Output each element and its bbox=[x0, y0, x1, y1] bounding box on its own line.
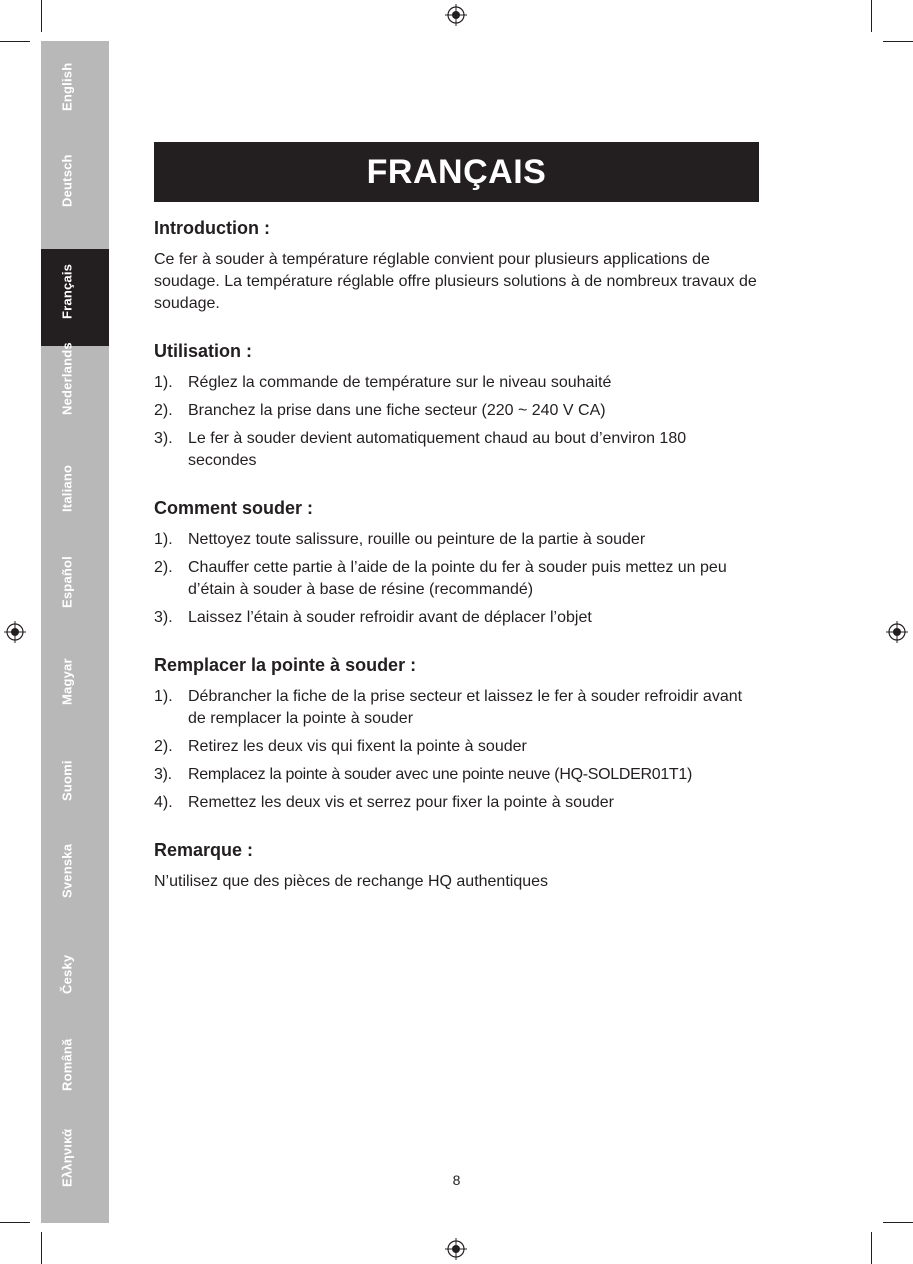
list-item bbox=[154, 607, 764, 629]
section-heading: Remarque : bbox=[154, 840, 254, 860]
lang-tab-francais[interactable] bbox=[41, 249, 109, 346]
section-heading: Remplacer la pointe à souder : bbox=[154, 655, 417, 675]
lang-tab-label: English bbox=[59, 62, 75, 111]
lang-tab-label: Español bbox=[59, 556, 75, 608]
lang-tab-label: Italiano bbox=[59, 464, 75, 512]
section-remark bbox=[154, 840, 764, 893]
list-item bbox=[154, 529, 764, 551]
step-number: 1). bbox=[154, 374, 173, 391]
page-number: 8 bbox=[452, 1172, 461, 1188]
lang-tab-nederlands[interactable] bbox=[41, 342, 109, 443]
section-heading: Utilisation : bbox=[154, 341, 252, 361]
step-number: 3). bbox=[154, 609, 173, 626]
section-how-to-solder bbox=[154, 498, 764, 629]
step-text: Retirez les deux vis qui fixent la pointe à souder bbox=[188, 738, 527, 755]
step-text: Branchez la prise dans une fiche secteur (220 ~ 240 V CA) bbox=[188, 402, 606, 419]
lang-tab-magyar[interactable] bbox=[41, 635, 109, 732]
lang-tab-label: Suomi bbox=[59, 760, 75, 801]
list-item bbox=[154, 557, 764, 601]
step-text: Laissez l’étain à souder refroidir avant de déplacer l’objet bbox=[188, 609, 592, 626]
page-title-bar bbox=[154, 142, 759, 202]
step-list bbox=[154, 686, 764, 814]
step-list bbox=[154, 529, 764, 629]
step-number: 2). bbox=[154, 402, 173, 419]
page-title: FRANÇAIS bbox=[366, 153, 547, 191]
step-number: 3). bbox=[154, 430, 173, 447]
crop-mark bbox=[41, 1232, 42, 1264]
lang-tab-english[interactable] bbox=[41, 41, 109, 138]
step-number: 2). bbox=[154, 738, 173, 755]
lang-tab-suomi[interactable] bbox=[41, 732, 109, 829]
step-number: 1). bbox=[154, 688, 173, 705]
step-text: Réglez la commande de température sur le niveau souhaité bbox=[188, 374, 612, 391]
lang-tab-label: Deutsch bbox=[59, 154, 75, 207]
crop-mark bbox=[0, 1222, 30, 1223]
lang-tab-italiano[interactable] bbox=[41, 442, 109, 539]
step-number: 1). bbox=[154, 531, 173, 548]
step-text: Remettez les deux vis et serrez pour fixer la pointe à souder bbox=[188, 794, 614, 811]
crop-mark bbox=[871, 1232, 872, 1264]
section-usage bbox=[154, 341, 764, 472]
list-item bbox=[154, 792, 764, 814]
lang-tab-label: Magyar bbox=[59, 657, 75, 705]
step-number: 3). bbox=[154, 766, 172, 783]
section-heading: Introduction : bbox=[154, 218, 270, 238]
step-text: Nettoyez toute salissure, rouille ou peinture de la partie à souder bbox=[188, 531, 646, 548]
step-text: Le fer à souder devient automatiquement chaud au bout d’environ 180 secondes bbox=[188, 430, 687, 469]
lang-tab-label: Ελληνικά bbox=[59, 1128, 75, 1187]
lang-tab-espanol[interactable] bbox=[41, 539, 109, 636]
section-replace-tip bbox=[154, 655, 764, 814]
lang-tab-romana[interactable] bbox=[41, 1021, 109, 1118]
list-item bbox=[154, 428, 764, 472]
lang-tab-label: Česky bbox=[59, 954, 75, 994]
lang-tab-greek[interactable] bbox=[41, 1118, 109, 1215]
list-item bbox=[154, 764, 764, 786]
crop-mark bbox=[871, 0, 872, 32]
registration-mark-icon bbox=[445, 4, 467, 26]
language-sidebar bbox=[41, 41, 109, 1223]
crop-mark bbox=[0, 41, 30, 42]
registration-mark-icon bbox=[445, 1238, 467, 1260]
section-paragraph: Ce fer à souder à température réglable convient pour plusieurs applications de soudage. La température réglable offre plusieurs solutions à de nombreux travaux de soudage. bbox=[154, 251, 757, 312]
section-introduction bbox=[154, 218, 764, 315]
list-item bbox=[154, 686, 764, 730]
crop-mark bbox=[41, 0, 42, 32]
registration-mark-icon bbox=[886, 621, 908, 643]
list-item bbox=[154, 736, 764, 758]
step-number: 2). bbox=[154, 559, 173, 576]
list-item bbox=[154, 372, 764, 394]
manual-content bbox=[154, 218, 764, 919]
section-paragraph: N’utilisez que des pièces de rechange HQ authentiques bbox=[154, 873, 549, 890]
lang-tab-cesky[interactable] bbox=[41, 925, 109, 1022]
step-text: Chauffer cette partie à l’aide de la pointe du fer à souder puis mettez un peu d’étain à souder à base de résine (recommandé) bbox=[188, 559, 727, 598]
lang-tab-label: Nederlands bbox=[59, 342, 75, 415]
lang-tab-label: Română bbox=[59, 1038, 75, 1091]
step-text: Débrancher la fiche de la prise secteur et laissez le fer à souder refroidir avant de remplacer la pointe à souder bbox=[188, 688, 743, 727]
step-text: Remplacez la pointe à souder avec une pointe neuve (HQ-SOLDER01T1) bbox=[188, 766, 693, 783]
step-number: 4). bbox=[154, 794, 173, 811]
step-list bbox=[154, 372, 764, 472]
crop-mark bbox=[883, 41, 913, 42]
section-heading: Comment souder : bbox=[154, 498, 314, 518]
lang-tab-svenska[interactable] bbox=[41, 828, 109, 925]
registration-mark-icon bbox=[4, 621, 26, 643]
lang-tab-label: Svenska bbox=[59, 843, 75, 898]
lang-tab-label: Français bbox=[59, 263, 75, 319]
list-item bbox=[154, 400, 764, 422]
crop-mark bbox=[883, 1222, 913, 1223]
lang-tab-deutsch[interactable] bbox=[41, 138, 109, 235]
